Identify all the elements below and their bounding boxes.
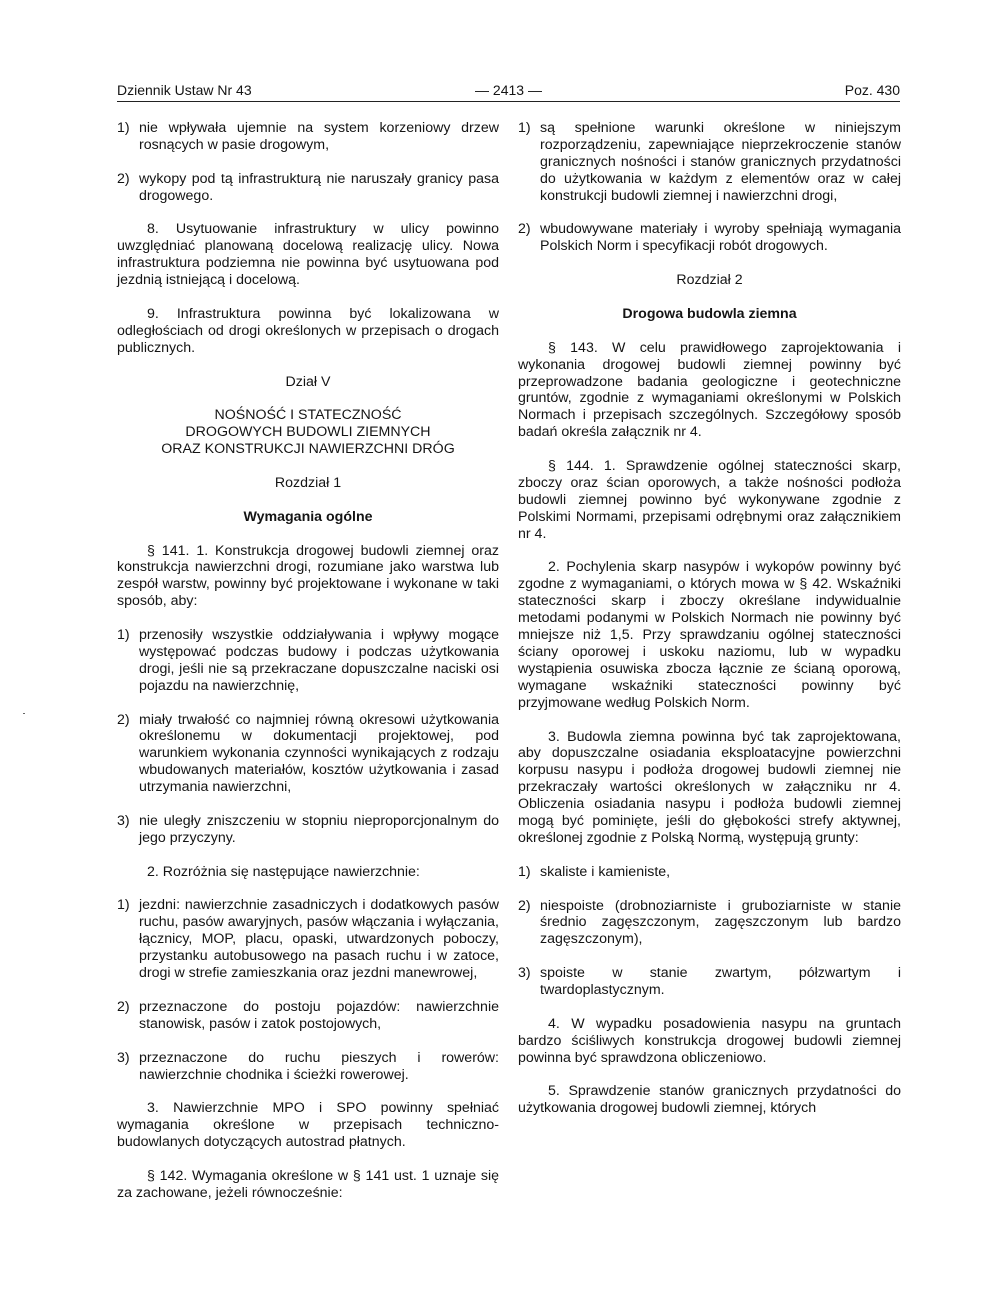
- item-number: 2): [117, 711, 130, 728]
- division-title-line: ORAZ KONSTRUKCJI NAWIERZCHNI DRÓG: [161, 441, 455, 458]
- item-text: przenosiły wszystkie oddziaływania i wpływy mogące występować podczas budowy i podczas użytkowania drogi, jeśli nie są przekraczane dopuszczalne naciski osi pojazdu na nawierzchnię,: [139, 627, 499, 694]
- chapter-label: Rozdział 1: [274, 474, 342, 491]
- list-item: [518, 898, 901, 949]
- position-number: Poz. 430: [844, 82, 900, 98]
- section-142: § 142. Wymagania określone w § 141 ust. 1 uznaje się za zachowane, jeżeli równocześnie:: [117, 1167, 499, 1201]
- division-title-line: DROGOWYCH BUDOWLI ZIEMNYCH: [185, 424, 431, 441]
- item-number: 3): [518, 965, 531, 982]
- paragraph-144-5: 5. Sprawdzenie stanów granicznych przydatności do użytkowania drogowej budowli ziemnej, których: [518, 1083, 901, 1117]
- page-header: [117, 80, 900, 100]
- item-number: 2): [117, 998, 130, 1015]
- item-number: 1): [518, 120, 531, 136]
- item-text: spoiste w stanie zwartym, półzwartym i twardoplastycznym.: [540, 965, 901, 999]
- item-text: jezdni: nawierzchnie zasadniczych i dodatkowych pasów ruchu, pasów awaryjnych, pasów włączania i wyłączania, łącznicy, MOP, placu, opaski, utwardzonych poboczy, przystanku autobusowego na pasach ruchu i w zatoce, drogi w strefie zamieszkania oraz jezdni manewrowej,: [139, 897, 499, 982]
- item-number: 3): [117, 1049, 130, 1066]
- list-item: [518, 864, 901, 881]
- item-text: niespoiste (drobnoziarniste i gruboziarniste w stanie średnio zagęszczonym, zagęszczonym lub bardzo zagęszczonym),: [540, 897, 901, 948]
- paragraph-141-3: 3. Nawierzchnie MPO i SPO powinny spełniać wymagania określone w przepisach techniczno-budowlanych dotyczących autostrad płatnych.: [117, 1100, 499, 1151]
- scan-speck: [23, 713, 25, 714]
- left-column: [117, 120, 499, 1219]
- chapter-title: Wymagania ogólne: [243, 508, 373, 525]
- list-item: [117, 712, 499, 797]
- item-text: przeznaczone do ruchu pieszych i rowerów: nawierzchnie chodnika i ścieżki rowerowej.: [139, 1049, 499, 1083]
- list-item: [117, 627, 499, 695]
- item-text: wykopy pod tą infrastrukturą nie naruszały granicy pasa drogowego.: [139, 170, 499, 204]
- item-text: nie wpływała ujemnie na system korzeniowy drzew rosnących w pasie drogowym,: [139, 120, 499, 153]
- paragraph-8: 8. Usytuowanie infrastruktury w ulicy powinno uwzględniać planowaną docelową realizację ulicy. Nowa infrastruktura podziemna nie powinna być usytuowana pod jezdnią istniejącą i docelową.: [117, 221, 499, 289]
- division-title-line: NOŚNOŚĆ I STATECZNOŚĆ: [214, 407, 402, 424]
- list-item: [518, 120, 901, 205]
- item-number: 1): [117, 627, 130, 644]
- section-141: § 141. 1. Konstrukcja drogowej budowli ziemnej oraz konstrukcja nawierzchni drogi, rozumiane jako warstwa lub zespół warstw, powinny być projektowane i wykonane w taki sposób, aby:: [117, 542, 499, 610]
- item-text: skaliste i kamieniste,: [540, 863, 671, 880]
- list-item: [518, 965, 901, 999]
- list-item: [518, 221, 901, 255]
- item-number: 2): [117, 170, 130, 187]
- list-item: [117, 897, 499, 982]
- header-rule: [117, 101, 900, 102]
- item-text: wbudowywane materiały i wyroby spełniają wymagania Polskich Norm i specyfikacji robót drogowych.: [540, 221, 901, 255]
- right-column: [518, 120, 901, 1134]
- list-item: [117, 813, 499, 847]
- item-text: miały trwałość co najmniej równą okresowi użytkowania określonemu w dokumentacji projektowej, pod warunkiem wykonania czynności wynikających z rodzaju wbudowanych materiałów, kosztów użytkowania i zasad utrzymania nawierzchni,: [139, 711, 499, 796]
- division-label: Dział V: [285, 373, 331, 390]
- paragraph-144-3: 3. Budowla ziemna powinna być tak zaprojektowana, aby dopuszczalne osiadania eksploatacyjne powierzchni korpusu nasypu i podłoża drogowej budowli ziemnej nie przekraczały wartości określonych w załączniku nr 4. Obliczenia osiadania nasypu i podłoża budowli ziemnej mogą być pominięte, jeśli do głębokości strefy aktywnej, określonej zgodnie z Polską Normą, występują grunty:: [518, 728, 901, 846]
- division-title: [117, 407, 499, 458]
- item-text: przeznaczone do postoju pojazdów: nawierzchnie stanowisk, pasów i zatok postojowych,: [139, 998, 499, 1032]
- paragraph-9: 9. Infrastruktura powinna być lokalizowana w odległościach od drogi określonych w przepisach o drogach publicznych.: [117, 305, 499, 356]
- list-item: [117, 999, 499, 1033]
- chapter-label: Rozdział 2: [676, 272, 743, 289]
- list-item: [117, 171, 499, 205]
- paragraph-144-2: 2. Pochylenia skarp nasypów i wykopów powinny być zgodne z wymaganiami, o których mowa w § 42. Wskaźniki stateczności skarp i zboczy określane indywidualnie metodami podanymi w Polskich Normach nie powinny być mniejsze niż 1,5. Przy sprawdzaniu ogólnej stateczności ściany oporowej i uskoku naziomu, lub w wypadku wystąpienia osuwiska zbocza łącznie ze ścianą oporową, wymagane wskaźniki stateczności powinny być przyjmowane według Polskich Norm.: [518, 559, 901, 711]
- item-number: 2): [518, 221, 531, 238]
- journal-title: Dziennik Ustaw Nr 43: [117, 82, 252, 98]
- item-number: 1): [117, 120, 130, 136]
- page-number: — 2413 —: [475, 82, 542, 98]
- paragraph-144-4: 4. W wypadku posadowienia nasypu na gruntach bardzo ściśliwych konstrukcja drogowej budowli ziemnej powinna być sprawdzona obliczeniowo.: [518, 1015, 901, 1066]
- item-number: 1): [117, 897, 130, 914]
- item-text: są spełnione warunki określone w niniejszym rozporządzeniu, zapewniające nieprzekroczenie stanów granicznych nośności i stanów granicznych przydatności do użytkowania w każdym z elementów oraz w całej konstrukcji budowli ziemnej i nawierzchni drogi,: [540, 120, 901, 204]
- item-number: 1): [518, 863, 531, 880]
- item-number: 2): [518, 897, 531, 914]
- item-text: nie uległy zniszczeniu w stopniu nieproporcjonalnym do jego przyczyny.: [139, 812, 499, 846]
- list-item: [117, 120, 499, 154]
- section-144: § 144. 1. Sprawdzenie ogólnej stateczności skarp, zboczy oraz ścian oporowych, a także nośności podłoża budowli ziemnej powinno być wykonywane zgodnie z Polskimi Normami, przepisami odrębnymi oraz załącznikiem nr 4.: [518, 458, 901, 542]
- item-number: 3): [117, 812, 130, 829]
- chapter-title: Drogowa budowla ziemna: [622, 305, 797, 322]
- section-143: § 143. W celu prawidłowego zaprojektowania i wykonania drogowej budowli ziemnej powinny być przeprowadzone badania geologiczne i geotechniczne gruntów, zgodnie z wymaganiami określonymi w Polskich Normach i przepisach szczególnych. Szczegółowy sposób badań określa załącznik nr 4.: [518, 339, 901, 441]
- list-item: [117, 1050, 499, 1084]
- paragraph-141-2: 2. Rozróżnia się następujące nawierzchnie:: [147, 863, 420, 880]
